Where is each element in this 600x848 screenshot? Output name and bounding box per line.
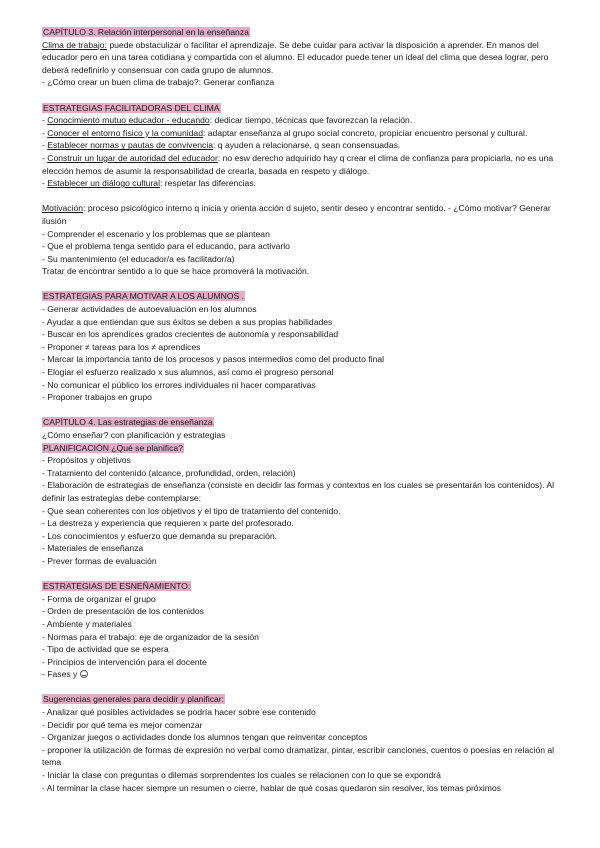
clima-paragraph [42,39,560,77]
list-item: - Ambiente y materiales [42,618,132,629]
list-item: - Conocimiento mutuo educador - educando: dedicar tiempo, técnicas que favorezcan la relación. [42,115,413,126]
list-item: - Prever formas de evaluación [42,555,157,566]
clima-label: Clima de trabajo: [42,39,107,50]
list-item: - Decidir por qué tema es mejor comenzar [42,719,203,730]
list-item: - Su mantenimiento (el educador/a es facilitador/a) [42,253,235,264]
list-item: - Analizar qué posibles actividades se podría hacer sobre ese contenido [42,707,316,718]
list-item: - Proponer ≠ tareas para los ≠ aprendices [42,341,201,352]
list-item: - Propósitos y objetivos [42,455,131,466]
motivacion-paragraph [42,202,560,227]
list-item: - Generar actividades de autoevaluación en los alumnos [42,304,257,315]
strategy-label: Conocer el entorno físico y la comunidad [47,127,203,138]
strategy-label: Conocimiento mutuo educador - educando [47,115,210,126]
facilitadoras-heading: ESTRATEGIAS FACILITADORAS DEL CLIMA [43,102,220,113]
list-item: - Iniciar la clase con preguntas o dilemas sorprendentes los cuales se relacionen con lo que se expondrá [42,770,441,781]
strategy-label: Establecer normas y pautas de convivencia [47,140,214,151]
motivacion-label: Motivación [42,203,84,214]
document-page [42,26,560,794]
motivacion-text: : proceso psicológico interno q inicia y orienta acción d sujeto, sentir deseo y encontrar sentido. - ¿Cómo motivar? Generar ilusión [42,203,551,226]
planificacion-heading: PLANIFICACIÓN ¿Qué se planifica? [43,442,183,453]
list-item: - Orden de presentación de los contenidos [42,606,204,617]
list-item: - Proponer trabajos en grupo [42,392,152,403]
planificacion-list [42,454,560,567]
ensenamiento-list [42,593,560,669]
sugerencias-heading: Sugerencias generales para decidir y planificar: [43,694,225,705]
list-item: - Principios de intervención para el docente [42,656,207,667]
list-item: - Establecer un diálogo cultural: respetar las diferencias. [42,178,257,189]
motivacion-closing: Tratar de encontrar sentido a lo que se hace promoverá la motivación. [42,266,310,277]
list-item: - Normas para el trabajo: eje de organizador de la sesión [42,631,259,642]
list-item: - Fases y [42,668,560,681]
list-item: - proponer la utilización de formas de expresión no verbal como dramatizar, pintar, escribir canciones, cuentos o poesías en relación al tema [42,744,555,768]
list-item: - Establecer normas y pautas de convivencia: q ayuden a relacionarse, q sean consensuadas. [42,140,401,151]
list-item: - Los conocimientos y esfuerzo que demanda su preparación. [42,530,278,541]
list-item: - Buscar en los aprendices grados crecientes de autonomía y responsabilidad [42,329,339,340]
clima-question: - ¿Cómo crear un buen clima de trabajo?: Generar confianza [42,77,275,88]
list-item: - Construir un lugar de autoridad del educador: no esw derecho adquirido hay q crear el clima de confianza para propiciarla, no es una elección hemos de asumir la responsabilidad de crearla, basada en respeto y diálogo. [42,152,554,176]
strategy-label: Construir un lugar de autoridad del educador [47,152,218,163]
chapter-4-heading: CAPÍTULO 4. Las estrategias de enseñanza [43,417,213,428]
smiley-icon [80,670,88,678]
list-item: - Elogiar el esfuerzo realizado x sus alumnos, así como el progreso personal [42,367,334,378]
list-item: - Que sean coherentes con los objetivos y el tipo de tratamiento del contenido. [42,505,341,516]
strategy-label: Establecer un diálogo cultural [47,178,160,189]
list-item: - Marcar la importancia tanto de los procesos y pasos intermedios como del producto final [42,354,385,365]
list-item: - Que el problema tenga sentido para el educando, para activarlo [42,241,290,252]
motivar-heading: ESTRATEGIAS PARA MOTIVAR A LOS ALUMNOS . [43,291,245,302]
list-item: - Al terminar la clase hacer siempre un resumen o cierre, hablar de qué cosas quedaron sin resolver, los temas próximos [42,782,502,793]
chapter-4-question: ¿Cómo enseñar? con planificación y estrategias [42,430,226,440]
chapter-3-heading: CAPÍTULO 3. Relación interpersonal en la enseñanza [43,27,249,37]
list-item: - Elaboración de estrategias de enseñanza (consiste en decidir las formas y contextos en los cuales se presentarán los contenidos). Al definir las estrategias debe contemplarse: [42,480,555,503]
list-item: - Forma de organizar el grupo [42,593,156,604]
list-item: - Tipo de actividad que se espera [42,644,169,655]
ensenamiento-heading: ESTRATEGIAS DE ESNEÑAMIENTO: [43,581,191,592]
list-item: - La destreza y experiencia que requieren x parte del profesorado. [42,518,294,529]
list-item: - Materiales de enseñanza [42,543,144,554]
sugerencias-list [42,706,560,794]
list-item: - Tratamiento del contenido (alcance, profundidad, orden, relación) [42,467,296,478]
list-item: - No comunicar el público los errores individuales ni hacer comparativas [42,379,316,390]
facilitadoras-list [42,114,560,190]
motivacion-list [42,228,560,266]
motivar-list [42,303,560,404]
list-item: - Organizar juegos o actividades donde los alumnos tengan que reinventar conceptos [42,732,368,743]
list-item: - Conocer el entorno físico y la comunidad: adaptar enseñanza al grupo social concreto, propiciar encuentro personal y cultural. [42,127,528,138]
list-item: - Ayudar a que entiendan que sus éxitos se deben a sus propias habilidades [42,316,333,327]
clima-text: puede obstaculizar o facilitar el aprendizaje. Se debe cuidar para activar la disposición a aprender. En manos del educador pero en una tarea cotidiana y compartida con el alumno. El educador puede tener un ideal del clima que desea lograr, pero deberá redefinirlo y consensuar con cada grupo de alumnos. [42,39,549,75]
list-item: - Comprender el escenario y los problemas que se plantean [42,228,270,239]
